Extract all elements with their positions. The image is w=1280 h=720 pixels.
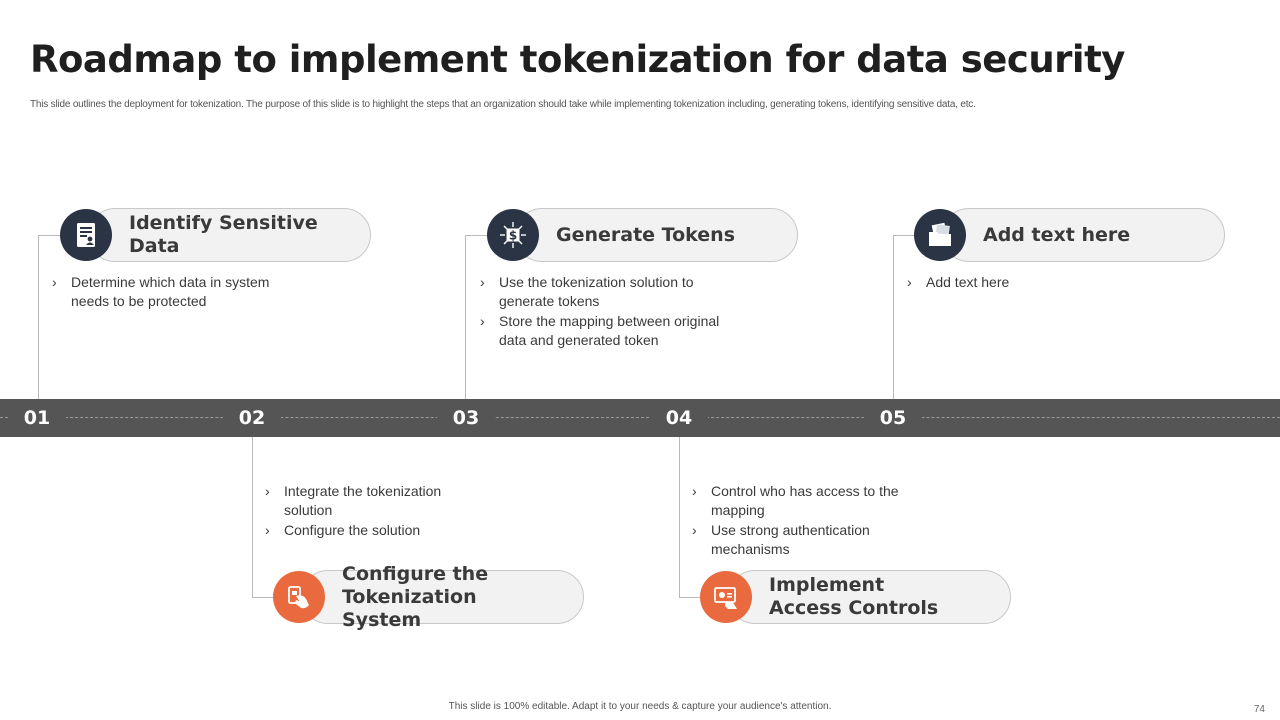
- step-2-pill: [301, 562, 584, 631]
- connector-line-4: [679, 436, 680, 598]
- timeline-number-01: 01: [8, 399, 66, 437]
- connector-line-3: [465, 235, 466, 400]
- step-4-pill: [728, 570, 1011, 624]
- list-item: [691, 521, 911, 560]
- step-3-pill: [515, 208, 798, 262]
- bullet-chevron-icon: ›: [265, 483, 270, 499]
- list-item: [264, 521, 484, 540]
- svg-text:$: $: [508, 228, 518, 243]
- footer-note: This slide is 100% editable. Adapt it to your needs & capture your audience's attention.: [448, 701, 832, 712]
- document-user-icon: [71, 220, 101, 250]
- bullet-chevron-icon: ›: [265, 521, 270, 538]
- step-2-bullet-text: Configure the solution: [284, 521, 421, 538]
- step-2-title: Configure the Tokenization System: [342, 562, 489, 631]
- step-5-pill: [942, 208, 1225, 262]
- timeline-number-03: 03: [437, 399, 495, 437]
- folder-documents-icon: [925, 220, 955, 250]
- timeline-dashed-line: [0, 417, 1280, 418]
- timeline-bar: [0, 399, 1280, 437]
- step-3-circle: [487, 209, 539, 261]
- step-2-circle: [273, 571, 325, 623]
- page-number: 74: [1253, 704, 1265, 715]
- step-1-bullets: [51, 273, 311, 312]
- step-1-title: Identify Sensitive Data: [129, 212, 318, 257]
- list-item: [479, 273, 749, 312]
- step-4-bullet-text: Use strong authentication mechanisms: [711, 521, 870, 557]
- step-2-bullets: [264, 482, 484, 540]
- connector-line-3-h: [465, 235, 489, 236]
- bullet-chevron-icon: ›: [480, 312, 485, 329]
- hand-card-icon: [284, 582, 314, 612]
- step-1-circle: [60, 209, 112, 261]
- list-item: [51, 273, 311, 312]
- step-5-circle: [914, 209, 966, 261]
- timeline-number-04: 04: [650, 399, 708, 437]
- step-5-title: Add text here: [983, 223, 1131, 246]
- connector-line-1-h: [38, 235, 62, 236]
- connector-line-2: [252, 436, 253, 598]
- step-5-bullets: [906, 273, 1166, 292]
- list-item: [906, 273, 1166, 292]
- slide-subtitle: This slide outlines the deployment for tokenization. The purpose of this slide is to highlight the steps that an organization should take while implementing tokenization including, generating tokens, identifying sensitive data, etc.: [30, 99, 976, 110]
- list-item: [479, 312, 749, 351]
- bullet-chevron-icon: ›: [907, 274, 912, 290]
- secure-screen-icon: [711, 582, 741, 612]
- timeline-number-02: 02: [223, 399, 281, 437]
- slide-title: Roadmap to implement tokenization for data security: [30, 38, 1125, 81]
- bullet-chevron-icon: ›: [52, 274, 57, 290]
- step-3-bullets: [479, 273, 749, 350]
- step-1-bullet-text: Determine which data in system needs to be protected: [71, 274, 270, 310]
- step-4-title: Implement Access Controls: [769, 574, 939, 619]
- list-item: [691, 482, 911, 521]
- step-4-bullets: [691, 482, 911, 559]
- timeline-number-05: 05: [864, 399, 922, 437]
- connector-line-5: [893, 235, 894, 400]
- step-5-bullet-text: Add text here: [926, 274, 1010, 290]
- step-3-bullet-text: Use the tokenization solution to generate tokens: [499, 274, 694, 310]
- step-3-title: Generate Tokens: [556, 223, 736, 246]
- step-1-pill: [88, 208, 371, 262]
- bullet-chevron-icon: ›: [480, 274, 485, 290]
- step-3-bullet-text: Store the mapping between original data and generated token: [499, 312, 720, 348]
- step-4-circle: [700, 571, 752, 623]
- step-2-bullet-text: Integrate the tokenization solution: [284, 483, 442, 519]
- list-item: [264, 482, 484, 521]
- step-4-bullet-text: Control who has access to the mapping: [711, 483, 899, 519]
- bullet-chevron-icon: ›: [692, 483, 697, 499]
- dollar-chip-icon: [498, 220, 528, 250]
- bullet-chevron-icon: ›: [692, 521, 697, 538]
- connector-line-1: [38, 235, 39, 400]
